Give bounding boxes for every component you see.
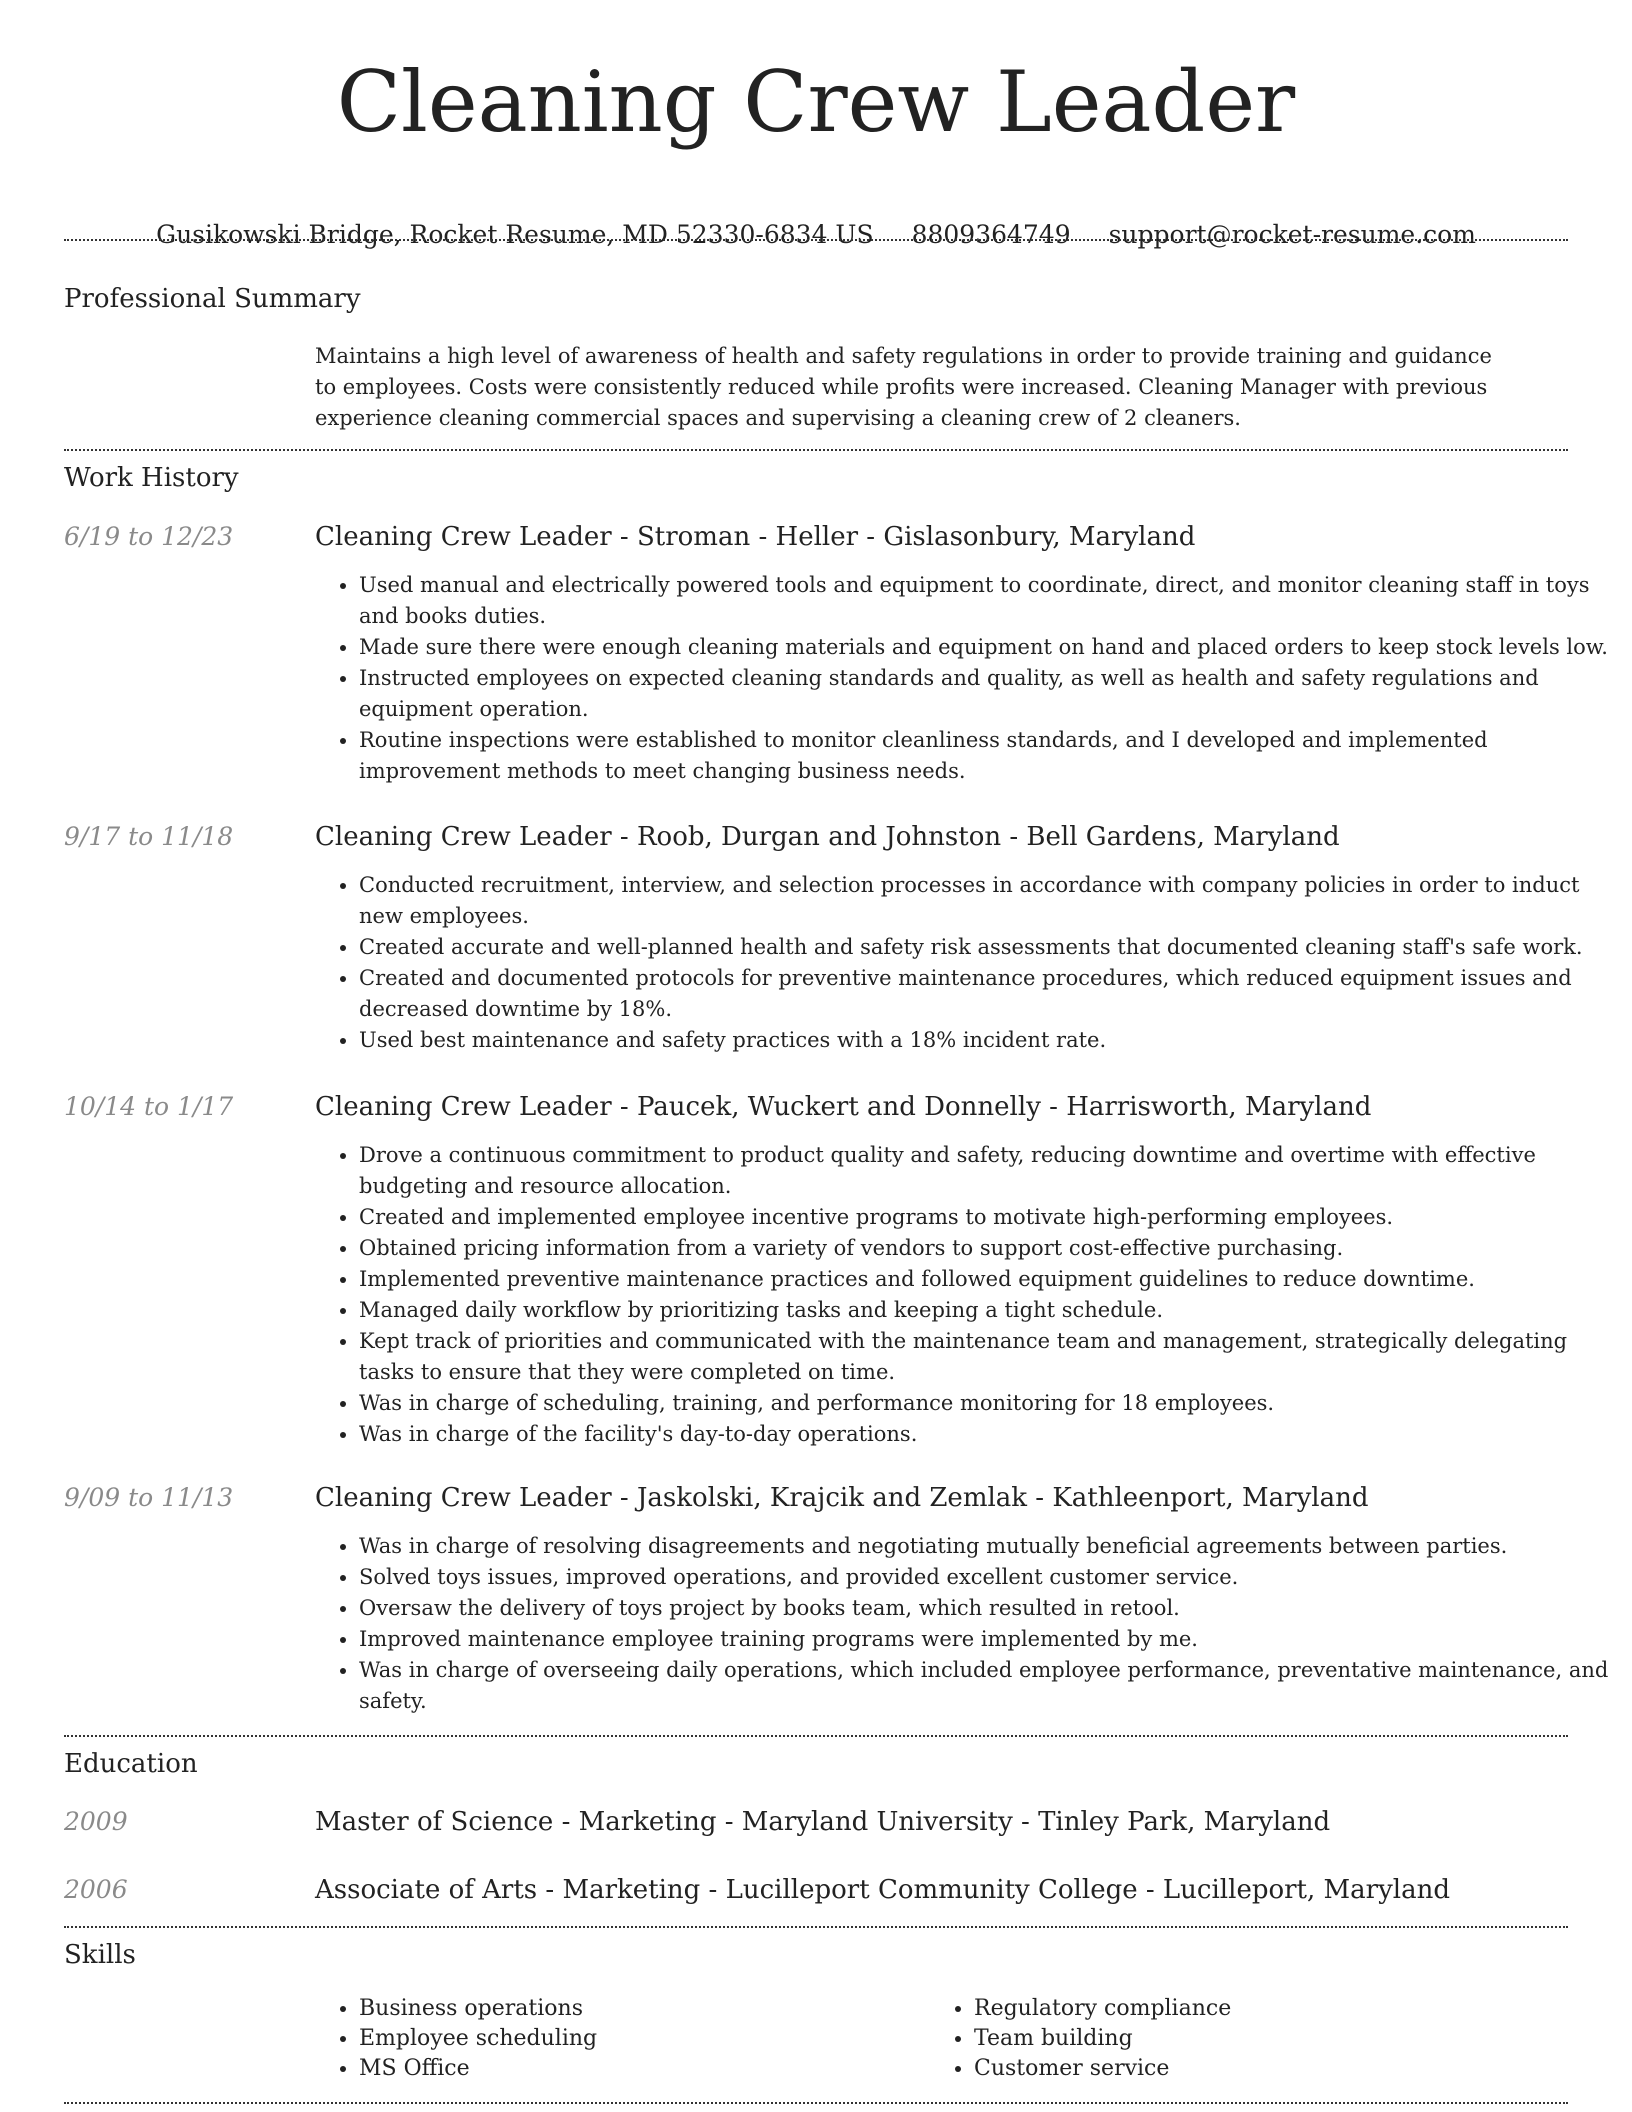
- work-section-title: Work History: [64, 463, 239, 493]
- job-bullet: • Created and implemented employee incentive programs to motivate high-performing employees.: [359, 1202, 1614, 1233]
- contact-email: support@rocket-resume.com: [1108, 220, 1476, 249]
- job-bullet: • Instructed employees on expected cleaning standards and quality, as well as health and safety regulations and equipment operation.: [359, 663, 1614, 725]
- job-bullet: • Managed daily workflow by prioritizing tasks and keeping a tight schedule.: [359, 1295, 1614, 1326]
- job-bullet: • Improved maintenance employee training programs were implemented by me.: [359, 1624, 1614, 1655]
- contact-phone: 8809364749: [911, 220, 1071, 249]
- education-heading: Master of Science - Marketing - Maryland University - Tinley Park, Maryland: [315, 1807, 1331, 1837]
- skill-item: • Regulatory compliance: [974, 1994, 1231, 2024]
- education-year: 2006: [64, 1875, 128, 1904]
- section-divider: [64, 1735, 1568, 1737]
- job-bullets: [315, 870, 1614, 1056]
- job-bullet: • Kept track of priorities and communicated with the maintenance team and management, strategically delegating tasks to ensure that they were completed on time.: [359, 1326, 1614, 1388]
- summary-section-title: Professional Summary: [64, 284, 361, 314]
- education-section-title: Education: [64, 1749, 198, 1779]
- job-bullet: • Obtained pricing information from a variety of vendors to support cost-effective purchasing.: [359, 1233, 1614, 1264]
- skill-item: • Team building: [974, 2024, 1231, 2054]
- section-divider: [64, 449, 1568, 451]
- job-dates: 9/09 to 11/13: [64, 1483, 234, 1512]
- job-bullet: • Used manual and electrically powered tools and equipment to coordinate, direct, and monitor cleaning staff in toys and books duties.: [359, 570, 1614, 632]
- skills-section-title: Skills: [64, 1940, 136, 1970]
- job-dates: 10/14 to 1/17: [64, 1092, 234, 1121]
- education-heading: Associate of Arts - Marketing - Lucilleport Community College - Lucilleport, Maryland: [315, 1875, 1450, 1905]
- contact-line: [0, 218, 1632, 252]
- job-bullet: • Solved toys issues, improved operations, and provided excellent customer service.: [359, 1562, 1614, 1593]
- job-bullet: • Was in charge of scheduling, training, and performance monitoring for 18 employees.: [359, 1388, 1614, 1419]
- job-bullets: [315, 570, 1614, 787]
- job-heading: Cleaning Crew Leader - Roob, Durgan and Johnston - Bell Gardens, Maryland: [315, 822, 1340, 852]
- education-year: 2009: [64, 1807, 128, 1836]
- section-divider: [64, 239, 1568, 241]
- job-heading: Cleaning Crew Leader - Jaskolski, Krajcik and Zemlak - Kathleenport, Maryland: [315, 1483, 1369, 1513]
- job-bullet: • Conducted recruitment, interview, and selection processes in accordance with company policies in order to induct new employees.: [359, 870, 1614, 932]
- job-bullet: • Oversaw the delivery of toys project by books team, which resulted in retool.: [359, 1593, 1614, 1624]
- contact-address: Gusikowski Bridge, Rocket Resume, MD 52330-6834 US: [156, 220, 874, 249]
- skill-item: • Business operations: [359, 1994, 597, 2024]
- skill-item: • Employee scheduling: [359, 2024, 597, 2054]
- skill-item: • MS Office: [359, 2054, 597, 2084]
- candidate-name: Cleaning Crew Leader: [336, 53, 1296, 151]
- job-bullets: [315, 1140, 1614, 1450]
- job-bullets: [315, 1531, 1614, 1717]
- skill-item: • Customer service: [974, 2054, 1231, 2084]
- job-heading: Cleaning Crew Leader - Stroman - Heller - Gislasonbury, Maryland: [315, 522, 1196, 552]
- skills-list-right: [930, 1994, 1231, 2084]
- job-dates: 6/19 to 12/23: [64, 522, 234, 551]
- job-bullet: • Created accurate and well-planned health and safety risk assessments that documented cleaning staff's safe work.: [359, 932, 1614, 963]
- job-bullet: • Was in charge of the facility's day-to-day operations.: [359, 1419, 1614, 1450]
- summary-text: Maintains a high level of awareness of health and safety regulations in order to provide training and guidance to employees. Costs were consistently reduced while profits were increased. Cleaning Manager with previous experience cleaning commercial spaces and supervising a cleaning crew of 2 cleaners.: [315, 344, 1492, 430]
- job-bullet: • Implemented preventive maintenance practices and followed equipment guidelines to reduce downtime.: [359, 1264, 1614, 1295]
- job-bullet: • Was in charge of overseeing daily operations, which included employee performance, preventative maintenance, and safety.: [359, 1655, 1614, 1717]
- job-bullet: • Created and documented protocols for preventive maintenance procedures, which reduced equipment issues and decreased downtime by 18%.: [359, 963, 1614, 1025]
- job-bullet: • Used best maintenance and safety practices with a 18% incident rate.: [359, 1025, 1614, 1056]
- job-bullet: • Routine inspections were established to monitor cleanliness standards, and I developed and implemented improvement methods to meet changing business needs.: [359, 725, 1614, 787]
- section-divider: [64, 2102, 1568, 2104]
- job-bullet: • Made sure there were enough cleaning materials and equipment on hand and placed orders to keep stock levels low.: [359, 632, 1614, 663]
- skills-list-left: [315, 1994, 597, 2084]
- job-bullet: • Was in charge of resolving disagreements and negotiating mutually beneficial agreements between parties.: [359, 1531, 1614, 1562]
- section-divider: [64, 1926, 1568, 1928]
- job-bullet: • Drove a continuous commitment to product quality and safety, reducing downtime and overtime with effective budgeting and resource allocation.: [359, 1140, 1614, 1202]
- job-dates: 9/17 to 11/18: [64, 822, 234, 851]
- job-heading: Cleaning Crew Leader - Paucek, Wuckert and Donnelly - Harrisworth, Maryland: [315, 1092, 1372, 1122]
